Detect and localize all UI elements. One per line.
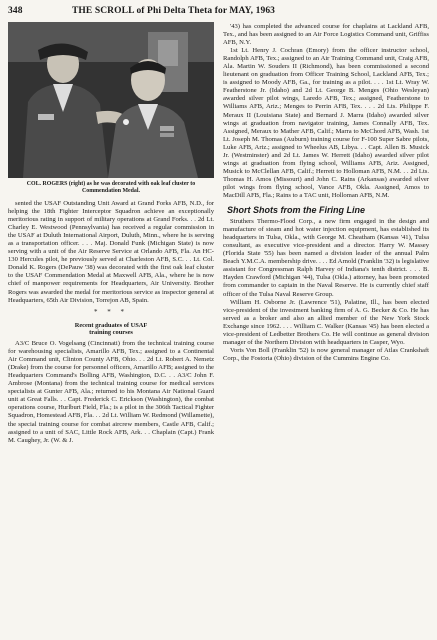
section-heading-line-1: Recent graduates of USAF	[74, 321, 148, 329]
ceremony-photo	[8, 22, 214, 178]
right-column	[223, 23, 429, 363]
right-paragraph-4: William H. Osborne Jr. (Lawrence '51), Palatine, Ill., has been elected vice-president of the investment banking firm of A. G. Becker & Co. He has served as a broker and also an allied member of the New York Stock Exchange since 1962. . . . William C. Walker (Kansas '45) has been elected a vice-president of Ledbetter Brothers Co. He will continue as general division manager of the Northern Division with headquarters in Casper, Wyo.	[223, 298, 429, 346]
right-paragraph-3: Struthers Thermo-Flood Corp., a new firm engaged in the design and manufacture of steam and hot water injection equipment, has established its headquarters in Tulsa, Okla., with George M. Cheatham (Kansas '41), Tulsa consultant, as executive vice-president and a director. Harry W. Massey (Florida State '55) has been named a division leader of the annual Palm Beach Y.M.C.A. membership drive. . . . Ed Arnold (Franklin '32) is legislative assistant for Congressman Ralph Harvey of Indiana's tenth district. . . . B. Hayden Crawford (Michigan '44), Tulsa (Okla.) attorney, has been promoted from commander to captain in the Naval Reserve. He is currently chief staff officer of the Tulsa Naval Reserve Group.	[223, 218, 429, 298]
right-paragraph-1: '43) has completed the advanced course for chaplains at Lackland AFB, Tex., and has been assigned to an Air Force Logistics Command unit, Griffiss AFB, N.Y.	[223, 23, 429, 47]
section-heading-line-2: training courses	[89, 328, 133, 336]
photo-caption: COL. ROGERS (right) as he was decorated with oak leaf cluster to Commendation Medal.	[26, 181, 196, 194]
section-title: Short Shots from the Firing Line	[227, 205, 365, 216]
section-heading	[8, 322, 214, 336]
right-paragraph-5: Voris Von Boll (Franklin '52) is now general manager of Atlas Crankshaft Corp., the Fostoria (Ohio) division of the Cummins Engine Co.	[223, 346, 429, 362]
section-divider-stars: * * *	[94, 307, 128, 316]
left-paragraph-2: A3/C Bruce O. Vogelsang (Cincinnati) from the technical training course for warehousing specialists, Amarillo AFB, Tex.; assigned to a Continental Air Command unit, Clinton County AFB, Ohio. . . 2d Lt. Robert A. Nemetz (Drake) from the course for personnel officers, Amarillo AFB; assigned to the Headquarters Command's Bolling AFB, Washington, D.C. . . A3/C John F. Ambrose (Montana) from the technical training course for medical services specialists at Gunter AFB, Ala.; returned to his Montana Air National Guard unit at Great Falls. . . Capt. Frederick C. Erickson (Washington), the combat operations course, Hurlburt Field, Fla.; is a pilot in the 306th Tactical Fighter Squadron, Homestead AFB, Fla. . . 2d Lt. William W. Redmond (Willamette), the special training course for combat aircrew members, Castle AFB, Calif.; assigned to a unit of SAC, Little Rock AFB, Ark. . . Chaplain (Capt.) Frank M. Caughey, Jr. (W. & J.	[8, 340, 214, 444]
left-paragraph-1: sented the USAF Outstanding Unit Award at Grand Forks AFB, N.D., for helping the 18th Fighter Interceptor Squadron achieve an exceptionally meritorious rating in support of military operations at Grand Forks. . . 2d Lt. Charley E. Westwood (Pennsylvania) has received a regular commission in the USAF at Duluth International Airport, Duluth, Minn., where he is serving as a transportation officer. . . . Maj. Donald Funk (Michigan State) is now serving with a unit of the Air Reserve Service at Orlando AFB, Fla. An HC-130 Hercules pilot, he previously served at Charleston AFB, S.C. . . Lt. Col. Donald K. Rogers (DePauw '38) was decorated with the first oak leaf cluster to the USAF Commendation Medal at Maxwell AFB, Ala., where he is now chief of manpower requirements for Headquarters, Air University. Brother Rogers was awarded the medal for meritorious service as inspector general at Headquarters, 65th Air Division, Torrejon AB, Spain.	[8, 200, 214, 304]
page-number: 348	[8, 6, 23, 16]
left-column	[8, 22, 214, 445]
right-paragraph-2: 1st Lt. Henry J. Cochran (Emory) from the officer instructor school, Randolph AFB, Tex.; assigned to an Air Training Command unit, Craig AFB, Ala. Martin W. Souders II (Richmond), has been commissioned a second lieutenant on graduation from Officer Training School, Lackland AFB, Tex.; is assigned to Moody AFB, Ga., for training as a pilot. . . . 1st Lt. Wray W. Featherstone Jr. (Idaho) and 2d Lt. George B. Menges (Ohio Wesleyan) awarded silver pilot wings, Laredo AFB, Tex.; assigned, Featherstone to Williams AFB, Ariz.; Menges to Perrin AFB, Tex. . . . 2d Lts. Philippe F. Meraux II (Louisiana State) and Bernard J. Marra (Idaho) awarded silver wings at graduation from navigator training, James Connally AFB, Tex. Assigned, Meraux to Mather AFB, Calif.; Marra to McChord AFB, Wash. 1st Lt. Joseph M. Thomas (Auburn) training course for F-100 Super Sabre pilots, Luke AFB, Ariz.; assigned to Wheelus AB, Libya. . . Capt. Allen B. Musick Jr. (Westminster) and 2d Lt. James W. Herrett (Idaho) awarded silver pilot wings at graduation from flying school, Williams AFB, Ariz. Assigned, Musick to McClellan AFB, Calif.; Herrett to Holloman AFB, N.M. . . 2d Lts. Thomas H. Amos (Missouri) and John C. Rains (Arkansas) awarded silver pilot wings from flying school, Vance AFB, Okla. Assigned, Amos to MacDill AFB, Fla.; Rains to a TAC unit, Holloman AFB, N.M.	[223, 47, 429, 199]
running-title: THE SCROLL of Phi Delta Theta for MAY, 1963	[72, 6, 276, 16]
ceremony-photo-illustration	[8, 22, 214, 178]
page-header	[8, 6, 427, 20]
